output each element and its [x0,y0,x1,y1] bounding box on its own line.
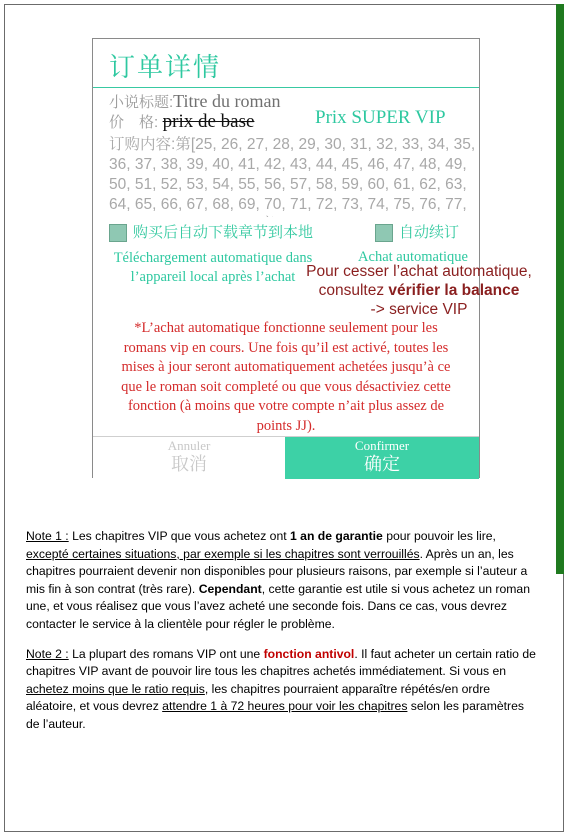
auto-download-label: 购买后自动下载章节到本地 [133,224,314,241]
notes-section [26,528,538,746]
auto-download-option[interactable] [109,221,313,242]
super-vip-price: Prix SUPER VIP [315,107,446,128]
callout-line-1: Pour cesser l’achat automatique, [306,263,532,280]
auto-download-checkbox[interactable] [109,224,127,242]
note-1-text-a: Les chapitres VIP que vous achetez ont [68,529,291,543]
stop-auto-purchase-callout [288,262,550,319]
note-1-guarantee: 1 an de garantie [290,529,383,543]
note-2-text-a: La plupart des romans VIP ont une [68,646,264,661]
note-1-text-b: pour pouvoir les lire, [382,529,496,543]
cancel-button[interactable] [93,437,285,479]
confirm-button[interactable] [285,437,479,479]
price-label: 价 格: [109,114,159,131]
note-2-text-c: , les chapitres pourraient apparaître répétés/en ordre aléatoire, et vous devrez [26,681,491,714]
note-2 [26,646,538,734]
auto-download-translation: Téléchargement automatique dans l’appareil local après l’achat [113,250,313,285]
order-content-label: 订购内容: [109,136,176,153]
auto-renew-option[interactable] [375,221,459,242]
note-2-antitheft: fonction antivol [263,646,355,661]
note-2-label: Note 2 : [26,646,69,661]
note-1-text-c: . Après un an, les chapitres pourraient devenir non disponibles pour plusieurs raisons, par exemple si l’auteur a mis fin à son contrat (très rare). [26,546,528,596]
note-1-however: Cependant [198,581,262,596]
auto-renew-checkbox[interactable] [375,224,393,242]
note-2-ratio: achetez moins que le ratio requis [26,681,205,696]
cancel-label: 取消 [171,454,207,474]
note-2-text-b: . Il faut acheter un certain ratio de chapitres VIP avant de pouvoir lire tous les chapitres achetés immédiatement. Si vous en [26,646,536,679]
confirm-label: 确定 [364,454,400,474]
novel-title-row [109,91,281,112]
note-2-text-d: selon les paramètres de l’auteur. [26,699,524,731]
note-1-exception: excepté certaines situations, par exemple si les chapitres sont verrouillés [26,546,420,561]
auto-renew-translation: Achat automatique [358,249,468,265]
order-content [109,135,479,217]
dialog-buttons [93,436,479,479]
callout-balance-link-text: vérifier la balance [388,282,520,299]
callout-line-3: -> service VIP [370,301,468,318]
note-1 [26,528,538,634]
price-row [109,111,254,133]
side-accent-bar [556,4,564,574]
auto-renew-label: 自动续订 [399,224,460,241]
auto-purchase-note: *L’achat automatique fonctionne seulement pour les romans vip en cours. Une fois qu’il est activé, toutes les mises à jour seront automatiquement achetées jusqu’à ce que le roman soit completé ou que vous désactiviez cette fonction (à moins que votre compte n’ait plus assez de points JJ). [121,320,451,434]
callout-line-2-text: consultez [318,282,389,299]
callout-line-2 [288,281,550,300]
novel-title-label: 小说标题: [109,94,174,111]
cancel-translation: Annuler [167,438,211,453]
note-1-label: Note 1 : [26,529,69,543]
note-2-wait: attendre 1 à 72 heures pour voir les chapitres [162,699,408,714]
novel-title-value: Titre du roman [173,91,281,111]
note-1-text-d: , cette garantie est utile si vous achetez un roman une, et vous réalisez que vous l’avez acheté une seconde fois. Dans ce cas, vous devrez contacter le service à la clientèle pour régler le problème. [26,581,530,631]
price-value: prix de base [162,111,255,132]
chapter-list: 第[25, 26, 27, 28, 29, 30, 31, 32, 33, 34, 35, 36, 37, 38, 39, 40, 41, 42, 43, 44, 45, 46, 47, 48, 49, 50, 51, 52, 53, 54, 55, 56, 57, 58, 59, 60, 61, 62, 63, 64, 65, 66, 67, 68, 69, 70, 71, 72, 73, 74, 75, 76, 77, [109,136,476,213]
dialog-title: 订单详情 [109,52,222,82]
order-details-dialog [92,38,480,478]
confirm-translation: Confirmer [354,438,410,453]
title-divider [93,87,479,88]
